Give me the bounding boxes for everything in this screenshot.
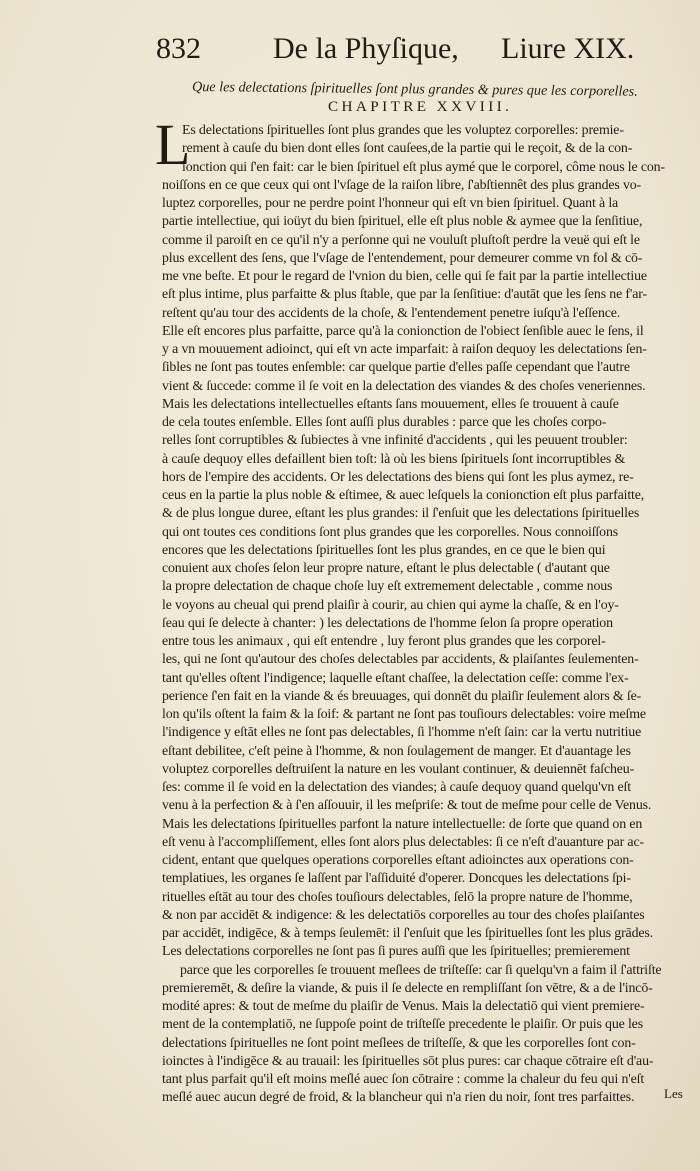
text-line: la propre delectation de chaque choſe luy eſt extremement delectable , comme nous: [162, 579, 613, 595]
text-line: premieremēt, & deſire la viande, & puis il ſe delecte en rempliſſant ſon vētre, & a de l'incō-: [162, 980, 653, 996]
text-line: delectations ſpirituelles ne ſont point meſlees de triſteſſe, & que les corporelles ſont con-: [162, 1035, 636, 1051]
text-line: conuient aux choſes ſelon leur propre nature, eſtant le plus delectable ( d'autant que: [162, 561, 610, 576]
text-line: plus excellent des ſens, que l'vſage de l'entendement, pour demeurer comme vn fol & cō-: [162, 250, 643, 266]
text-line: eſt venu à l'accompliſſement, elles ſont alors plus delectables: ſi ce n'eſt d'auanture par ac-: [162, 834, 644, 850]
text-line: lon qu'ils oſtent la faim & la ſoif: & partant ne ſont pas touſiours delectables: voire meſme: [162, 707, 646, 722]
text-line: hors de l'empire des accidents. Or les delectations des biens qui ſont les plus aymez, re-: [162, 469, 634, 485]
text-line: templatiues, les organes ſe laſſent par l'aſſiduité d'operer. Doncques les delectations ſpi-: [162, 871, 631, 887]
text-line: ionction qui ſ'en fait: car le bien ſpirituel eſt plus aymé que le corporel, côme nous le con-: [182, 159, 665, 175]
text-line: encores que les delectations ſpirituelles ſont les plus grandes, en ce que le bien qui: [162, 542, 606, 558]
chapter-heading: CHAPITRE XXVIII.: [328, 98, 513, 115]
text-line: eſtant debilitee, c'eſt peine à l'homme, & non ſoulagement de manger. Et d'auantage les: [162, 743, 631, 759]
text-line: qui ont toutes ces conditions ſont plus grandes que les corporelles. Nous connoiſſons: [162, 524, 618, 540]
text-line: ment de la contemplatiō, ne ſuppoſe point de triſteſſe precedente le plaiſir. Or puis que les: [162, 1017, 643, 1033]
text-line: Elle eſt encores plus parfaitte, parce qu'à la conionction de l'obiect ſenſible auec le ſens, il: [162, 323, 644, 339]
chapter-subtitle: Que les delectations ſpirituelles ſont plus grandes & pures que les corporelles.: [191, 79, 638, 100]
text-line: vient & ſuccede: comme il ſe voit en la delectation des viandes & des choſes veneriennes.: [162, 378, 646, 394]
text-line: reſtent qu'au tour des accidents de la choſe, & l'entendement penetre iuſqu'à l'eſſence.: [162, 305, 621, 321]
running-title: De la Phyſique,: [273, 32, 459, 65]
text-line: comme il paroiſt en ce qu'il n'y a perſonne qui ne vouluſt pluſtoſt perdre la veuë qui eſt le: [162, 232, 640, 248]
text-line: Les delectations corporelles ne ſont pas ſi pures auſſi que les ſpirituelles; premierement: [162, 944, 630, 960]
text-line: le voyons au cheual qui prend plaiſir à courir, au chien qui ayme la chaſſe, & en l'oy-: [162, 597, 619, 613]
text-line: Es delectations ſpirituelles ſont plus grandes que les voluptez corporelles: premie-: [182, 123, 624, 138]
drop-cap: L: [155, 112, 191, 177]
text-line: ſes: comme il ſe void en la delectation des viandes; à cauſe dequoy quand quelqu'vn eſt: [162, 780, 631, 795]
text-line: ceus en la partie la plus noble & eſtimee, & auec leſquels la conionction eſt plus parfaitte,: [162, 488, 645, 503]
text-line: meſlé auec aucun degré de froid, & la blancheur qui n'a rien du noir, ſont tres parfaittes.: [162, 1090, 635, 1106]
text-line: ſibles ne ſont pas toutes enſemble: car quelque partie d'elles paſſe cependant que l'autre: [162, 360, 630, 376]
text-line: rement à cauſe du bien dont elles ſont cauſees,de la partie qui le reçoit, & de la con-: [182, 141, 633, 157]
text-line: relles ſont corruptibles & ſubiectes à vne infinité d'accidents , qui les peuuent troubler:: [162, 433, 628, 449]
text-line: ſeau qui ſe delecte à chanter: ) les delectations de l'homme ſelon ſa propre operation: [162, 615, 613, 631]
text-line: voluptez corporelles deſtruiſent la nature en les voulant continuer, & deuiennēt faſcheu-: [162, 761, 635, 777]
text-line: modité apres: & tout de meſme du plaiſir de Venus. Mais la delectatiō qui vient premiere-: [162, 999, 645, 1014]
text-line: perience ſ'en fait en la viande & és breuuages, qui donnēt du plaiſir ſeulement alors & ſe-: [162, 688, 642, 704]
text-line: par accidēt, indigēce, & à temps ſeulemēt: il ſ'enſuit que les ſpirituelles ſont les plus grādes.: [162, 926, 653, 941]
page-header: [156, 32, 676, 76]
text-line: l'indigence y eſtāt elles ne ſont pas delectables, ſi l'homme n'eſt ſain: car la vertu nutritiue: [162, 725, 642, 741]
text-line: rituelles eſtāt au tour des choſes touſiours delectables, ſelō la propre nature de l'homme,: [162, 889, 633, 905]
text-line: Mais les delectations intellectuelles eſtants ſans mouuement, elles ſe trouuent à cauſe: [162, 396, 619, 412]
text-line: me vne beſte. Et pour le regard de l'vnion du bien, celle qui ſe fait par la partie intellectiue: [162, 269, 647, 284]
text-line: parce que les corporelles ſe trouuent meſlees de triſteſſe: car ſi quelqu'vn a faim il ſ'attriſte: [180, 962, 662, 978]
text-line: & de plus longue duree, eſtant les plus grandes: il ſ'enſuit que les delectations ſpirituelles: [162, 506, 640, 522]
text-line: luptez corporelles, pour ne perdre point l'honneur qui eſt vn bien ſpirituel. Quant à la: [162, 196, 619, 211]
text-line: y a vn mouuement adioinct, qui eſt vn acte imparfait: à raiſon dequoy les delectations ſen-: [162, 342, 647, 357]
book-number: Liure XIX.: [501, 32, 635, 65]
text-line: venu à la perfection & à ſ'en aſſouuir, il les meſpriſe: & tout de meſme pour celle de Venus.: [162, 798, 652, 814]
text-line: tant qu'elles oſtent l'indigence; laquelle eſtant chaſſee, la delectation ceſſe: comme l'ex-: [162, 670, 629, 686]
text-line: Mais les delectations ſpirituelles parfont la nature intellectuelle: de ſorte que quand on en: [162, 816, 643, 832]
text-line: de cela toutes enſemble. Elles ſont auſſi plus durables : parce que les choſes corpo-: [162, 415, 607, 430]
text-line: & non par accidēt & indigence: & les delectatiōs corporelles au tour des choſes plaiſantes: [162, 907, 645, 923]
catchword: Les: [664, 1086, 683, 1101]
page-number: 832: [156, 32, 201, 65]
text-line: à cauſe dequoy elles defaillent bien toſt: là où les biens ſpirituels ſont incorruptibles &: [162, 451, 626, 467]
text-line: noiſſons en ce que ceux qui ont l'vſage de la raiſon libre, ſ'abſtiennêt des plus grandes vo-: [162, 177, 642, 193]
text-line: cident, entant que quelques operations corporelles eſtant adioinctes aux operations con-: [162, 853, 634, 868]
text-line: ioinctes à l'indigēce & au trauail: les ſpirituelles sōt plus pures: car chaque cōtraire eſt d'au-: [162, 1053, 654, 1069]
text-line: tant plus parfait qu'il eſt moins meſlé auec ſon cōtraire : comme la chaleur du feu qui n'eſt: [162, 1072, 645, 1087]
text-line: eſt plus intime, plus parfaitte & plus ſtable, que par la ſenſitiue: d'autāt que les ſens ne f'ar-: [162, 287, 647, 303]
text-line: partie intellectiue, qui ioüyt du bien ſpirituel, elle eſt plus noble & aymee que la ſenſitiue,: [162, 214, 643, 230]
body-text: [162, 122, 690, 1108]
text-line: les, qui ne ſont qu'autour des choſes delectables par accidents, & plaiſantes ſeulementen-: [162, 652, 639, 668]
text-line: entre tous les animaux , qui eſt entendre , luy feront plus grandes que les corporel-: [162, 634, 606, 649]
